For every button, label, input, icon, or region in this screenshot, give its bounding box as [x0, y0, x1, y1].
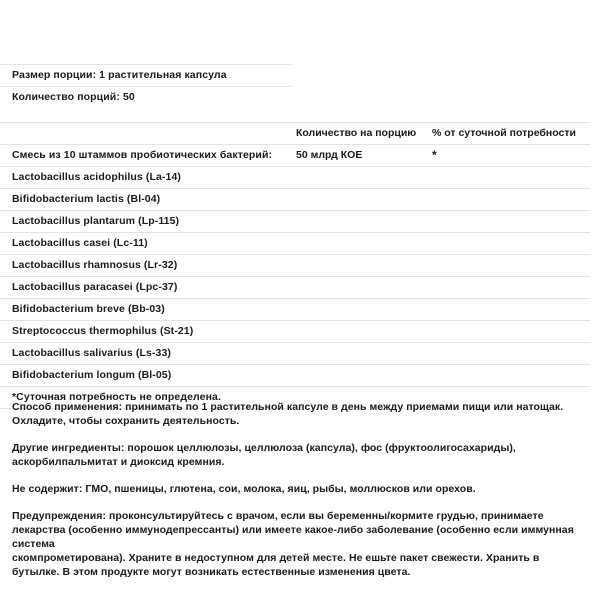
- table-row: [0, 298, 600, 320]
- column-header-amount-per-serving: Количество на порцию: [296, 127, 417, 139]
- strain-label: Lactobacillus paracasei (Lpc-37): [12, 281, 178, 293]
- table-row: [0, 210, 600, 232]
- probiotic-blend-daily-value: *: [432, 148, 437, 162]
- table-row-servings-per-container: [0, 86, 600, 108]
- directions-paragraph: Способ применения: принимать по 1 растительной капсуле в день между приемами пищи или натощак. Охладите, чтобы сохранить деятельность.: [12, 401, 564, 427]
- table-header-row: [0, 122, 600, 144]
- free-from-paragraph: Не содержит: ГМО, пшеницы, глютена, сои, молока, яиц, рыбы, моллюсков или орехов.: [12, 483, 476, 495]
- serving-size-label: Размер порции: 1 растительная капсула: [12, 69, 227, 81]
- table-row: [0, 188, 600, 210]
- strain-label: Lactobacillus plantarum (Lp-115): [12, 215, 180, 227]
- notes-section: [12, 400, 588, 579]
- table-row: [0, 276, 600, 298]
- strain-label: Lactobacillus casei (Lc-11): [12, 237, 148, 249]
- strain-label: Bifidobacterium longum (Bl-05): [12, 369, 172, 381]
- probiotic-blend-label: Смесь из 10 штаммов пробиотических бактерий:: [12, 149, 273, 161]
- table-row: [0, 342, 600, 364]
- table-row: [0, 166, 600, 188]
- other-ingredients-paragraph: Другие ингредиенты: порошок целлюлозы, целлюлоза (капсула), фос (фруктоолигосахариды), аскорбилпальмитат и диоксид кремния.: [12, 442, 516, 468]
- strain-label: Lactobacillus salivarius (Ls-33): [12, 347, 172, 359]
- column-header-percent-daily-value: % от суточной потребности: [432, 127, 576, 139]
- table-row: [0, 364, 600, 386]
- warnings-line-1: Предупреждения: проконсультируйтесь с врачом, если вы беременны/кормите грудью, принимаете лекарства (особенно иммунодепрессанты) или имеете какое-либо заболевание (особенно если иммунная система: [12, 510, 574, 550]
- strain-label: Lactobacillus acidophilus (La-14): [12, 171, 181, 183]
- strain-label: Bifidobacterium breve (Bb-03): [12, 303, 165, 315]
- strain-label: Bifidobacterium lactis (Bl-04): [12, 193, 161, 205]
- servings-per-container-label: Количество порций: 50: [12, 91, 135, 103]
- table-spacer: [0, 108, 600, 122]
- warnings-line-2: скомпрометирована). Храните в недоступном для детей месте. Не ешьте пакет свежести. Хранить в бутылке. В этом продукте могут возникать естественные изменения цвета.: [12, 552, 540, 578]
- supplement-facts-table: [0, 64, 600, 408]
- table-row: [0, 320, 600, 342]
- probiotic-blend-amount: 50 млрд КОЕ: [296, 149, 363, 161]
- table-row-probiotic-blend: [0, 144, 600, 166]
- daily-value-footnote: *Суточная потребность не определена.: [12, 391, 222, 403]
- strain-label: Streptococcus thermophilus (St-21): [12, 325, 194, 337]
- table-row: [0, 232, 600, 254]
- strain-label: Lactobacillus rhamnosus (Lr-32): [12, 259, 178, 271]
- table-row: [0, 254, 600, 276]
- warnings-paragraph: [12, 509, 588, 579]
- table-row-serving-size: [0, 64, 600, 86]
